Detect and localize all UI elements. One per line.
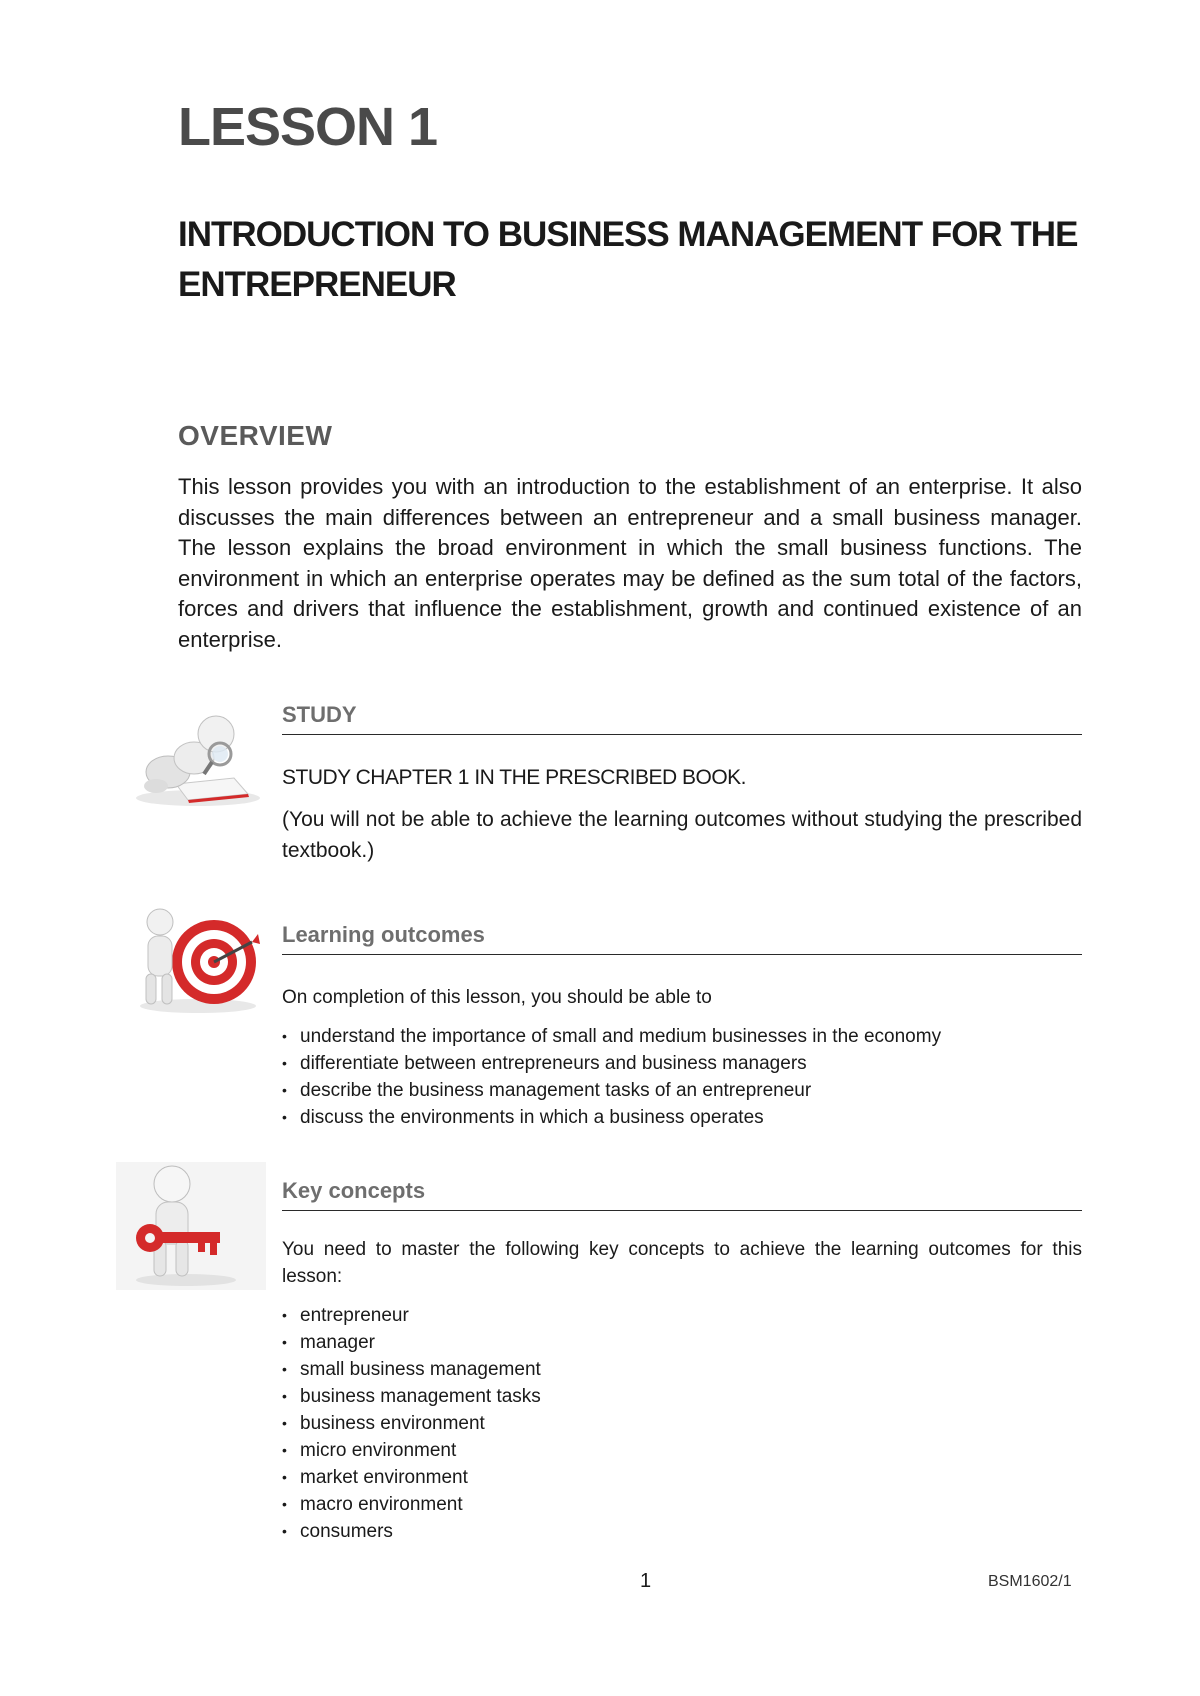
list-item: • small business management [282,1356,1082,1383]
list-item: • understand the importance of small and medium businesses in the economy [282,1023,1082,1050]
outcomes-intro: On completion of this lesson, you should be able to [282,987,712,1008]
lesson-title: LESSON 1 [178,97,438,157]
list-item: • entrepreneur [282,1302,1082,1329]
page-number: 1 [640,1570,652,1592]
list-item: • differentiate between entrepreneurs and business managers [282,1050,1082,1077]
target-figure-icon [128,906,268,1016]
overview-heading: OVERVIEW [178,420,333,451]
list-item: • business management tasks [282,1383,1082,1410]
overview-text: This lesson provides you with an introduction to the establishment of an enterprise. It also discusses the main differences between an entrepreneur and a small business manager. The lesson explains the broad environment in which the small business functions. The environment in which an enterprise operates may be defined as the sum total of the factors, forces and drivers that influence the establishment, growth and continued existence of an enterprise. [178,474,1082,652]
study-instruction: STUDY CHAPTER 1 IN THE PRESCRIBED BOOK. [282,766,746,789]
concepts-heading: Key concepts [282,1178,1082,1211]
concepts-intro: You need to master the following key concepts to achieve the learning outcomes for this lesson: [282,1239,1082,1287]
list-item: • describe the business management tasks of an entrepreneur [282,1077,1082,1104]
course-code: BSM1602/1 [988,1573,1072,1590]
study-figure-icon [128,700,268,810]
list-item: • micro environment [282,1437,1082,1464]
study-note: (You will not be able to achieve the learning outcomes without studying the prescribed textbook.) [282,808,1082,862]
study-heading: STUDY [282,702,1082,735]
list-item: • market environment [282,1464,1082,1491]
list-item: • business environment [282,1410,1082,1437]
key-figure-icon [116,1162,266,1290]
outcomes-list [282,1023,1082,1131]
list-item: • consumers [282,1518,1082,1545]
list-item: • discuss the environments in which a business operates [282,1104,1082,1131]
list-item: • manager [282,1329,1082,1356]
lesson-subtitle: INTRODUCTION TO BUSINESS MANAGEMENT FOR THE ENTREPRENEUR [178,215,1078,304]
concepts-list [282,1302,1082,1545]
list-item: • macro environment [282,1491,1082,1518]
outcomes-heading: Learning outcomes [282,922,1082,955]
